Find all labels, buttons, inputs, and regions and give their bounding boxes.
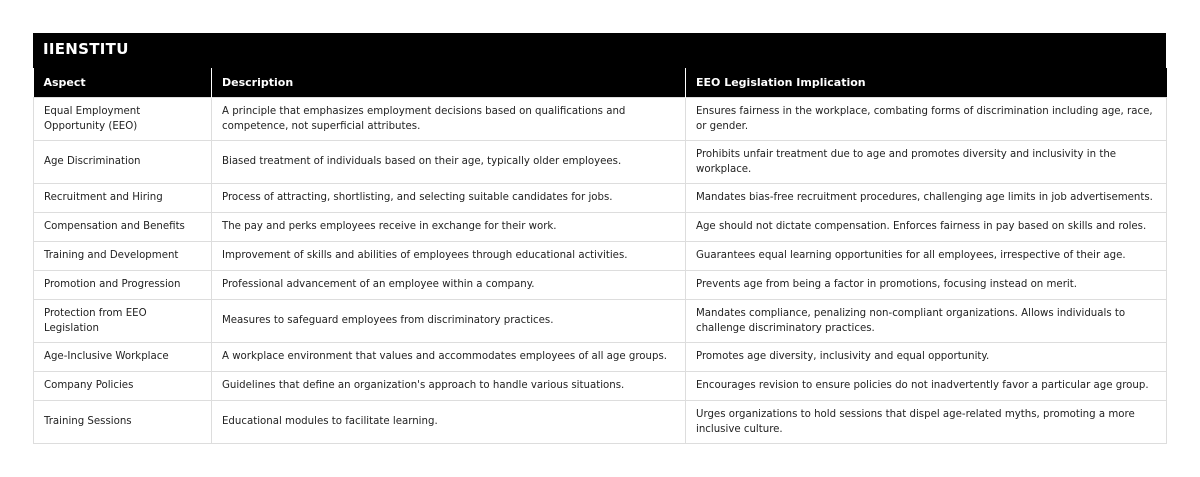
implication-cell: Prohibits unfair treatment due to age and promotes diversity and inclusivity in the workplace.: [686, 140, 1167, 183]
table-row: [34, 342, 1167, 371]
description-cell: Improvement of skills and abilities of employees through educational activities.: [212, 241, 686, 270]
header-row: [34, 68, 1167, 97]
description-cell: Guidelines that define an organization's approach to handle various situations.: [212, 371, 686, 400]
aspect-cell: Age Discrimination: [34, 140, 212, 183]
implication-cell: Encourages revision to ensure policies do not inadvertently favor a particular age group.: [686, 371, 1167, 400]
implication-cell: Age should not dictate compensation. Enforces fairness in pay based on skills and roles.: [686, 212, 1167, 241]
table-row: [34, 371, 1167, 400]
column-header-aspect: Aspect: [34, 68, 212, 97]
aspect-cell: Training and Development: [34, 241, 212, 270]
column-header-implication: EEO Legislation Implication: [686, 68, 1167, 97]
description-cell: The pay and perks employees receive in exchange for their work.: [212, 212, 686, 241]
implication-cell: Mandates compliance, penalizing non-compliant organizations. Allows individuals to challenge discriminatory practices.: [686, 299, 1167, 342]
table-row: [34, 97, 1167, 140]
table-row: [34, 400, 1167, 443]
aspect-cell: Compensation and Benefits: [34, 212, 212, 241]
table-row: [34, 140, 1167, 183]
table-row: [34, 299, 1167, 342]
eeo-table: [33, 68, 1167, 444]
implication-cell: Guarantees equal learning opportunities for all employees, irrespective of their age.: [686, 241, 1167, 270]
table-row: [34, 212, 1167, 241]
implication-cell: Urges organizations to hold sessions that dispel age-related myths, promoting a more inclusive culture.: [686, 400, 1167, 443]
table-row: [34, 183, 1167, 212]
table-row: [34, 241, 1167, 270]
aspect-cell: Company Policies: [34, 371, 212, 400]
description-cell: Measures to safeguard employees from discriminatory practices.: [212, 299, 686, 342]
description-cell: Educational modules to facilitate learning.: [212, 400, 686, 443]
description-cell: Professional advancement of an employee within a company.: [212, 270, 686, 299]
aspect-cell: Age-Inclusive Workplace: [34, 342, 212, 371]
table-row: [34, 270, 1167, 299]
implication-cell: Prevents age from being a factor in promotions, focusing instead on merit.: [686, 270, 1167, 299]
description-cell: A workplace environment that values and accommodates employees of all age groups.: [212, 342, 686, 371]
table-container: [33, 33, 1166, 444]
aspect-cell: Training Sessions: [34, 400, 212, 443]
implication-cell: Ensures fairness in the workplace, combating forms of discrimination including age, race, or gender.: [686, 97, 1167, 140]
brand-title: IIENSTITU: [33, 33, 1166, 68]
aspect-cell: Protection from EEO Legislation: [34, 299, 212, 342]
aspect-cell: Equal Employment Opportunity (EEO): [34, 97, 212, 140]
description-cell: A principle that emphasizes employment decisions based on qualifications and competence, not superficial attributes.: [212, 97, 686, 140]
aspect-cell: Promotion and Progression: [34, 270, 212, 299]
column-header-description: Description: [212, 68, 686, 97]
implication-cell: Mandates bias-free recruitment procedures, challenging age limits in job advertisements.: [686, 183, 1167, 212]
description-cell: Process of attracting, shortlisting, and selecting suitable candidates for jobs.: [212, 183, 686, 212]
implication-cell: Promotes age diversity, inclusivity and equal opportunity.: [686, 342, 1167, 371]
aspect-cell: Recruitment and Hiring: [34, 183, 212, 212]
description-cell: Biased treatment of individuals based on their age, typically older employees.: [212, 140, 686, 183]
